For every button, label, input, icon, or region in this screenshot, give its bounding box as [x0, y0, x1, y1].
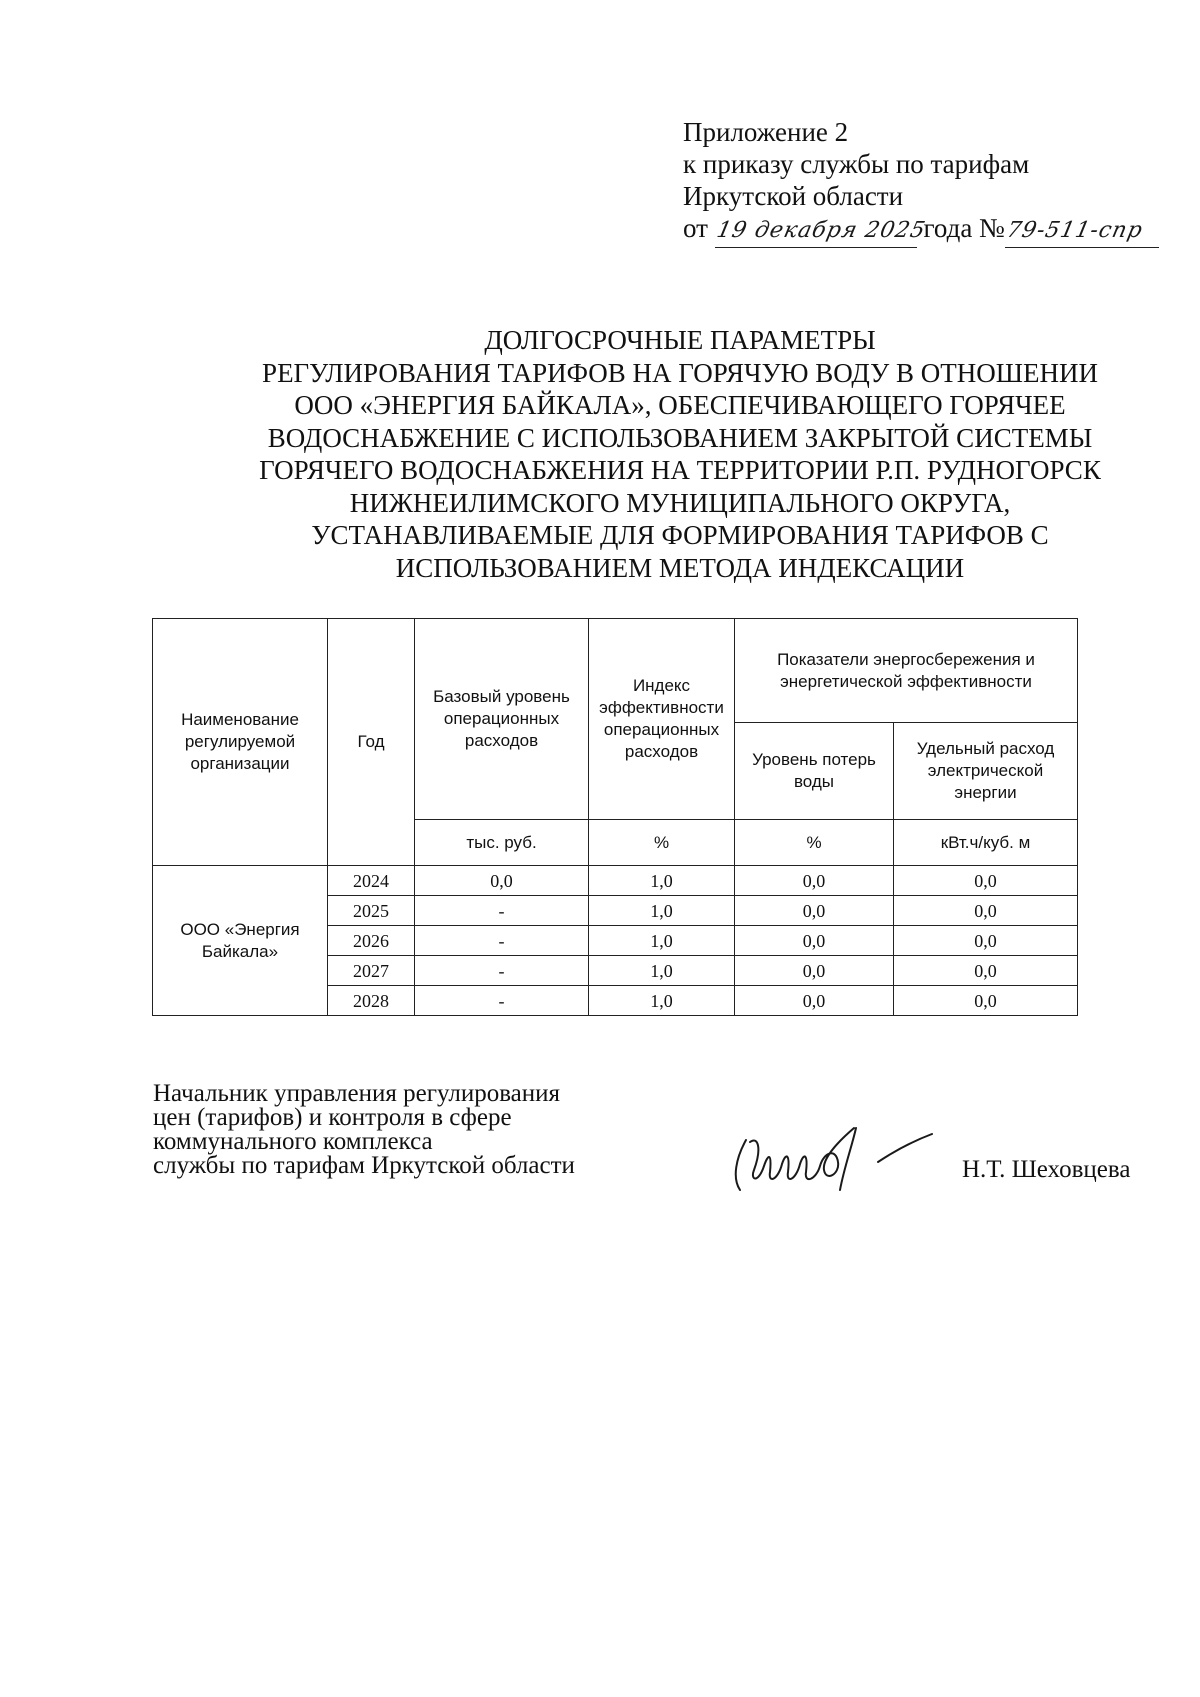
- parameters-table: [152, 618, 1078, 1016]
- title-line: ООО «ЭНЕРГИЯ БАЙКАЛА», ОБЕСПЕЧИВАЮЩЕГО ГОРЯЧЕЕ: [294, 390, 1066, 420]
- signer-position-line: коммунального комплекса: [153, 1128, 433, 1155]
- cell-index: 1,0: [589, 926, 735, 956]
- cell-year: 2024: [328, 866, 415, 896]
- cell-losses: 0,0: [735, 986, 894, 1016]
- handwritten-signature: [728, 1118, 938, 1198]
- appendix-block: [683, 116, 1183, 248]
- header-water-losses: Уровень потерь воды: [735, 723, 894, 820]
- title-line: УСТАНАВЛИВАЕМЫЕ ДЛЯ ФОРМИРОВАНИЯ ТАРИФОВ С: [311, 520, 1049, 550]
- header-organization: Наименование регулируемой организации: [153, 619, 328, 866]
- cell-base: -: [415, 926, 589, 956]
- appendix-order-ref: к приказу службы по тарифам: [683, 149, 1030, 179]
- cell-electricity: 0,0: [894, 896, 1078, 926]
- cell-year: 2028: [328, 986, 415, 1016]
- signer-position: [153, 1082, 673, 1178]
- appendix-number-field: [1005, 212, 1159, 248]
- cell-index: 1,0: [589, 896, 735, 926]
- cell-year: 2027: [328, 956, 415, 986]
- cell-year: 2026: [328, 926, 415, 956]
- cell-base: -: [415, 956, 589, 986]
- cell-losses: 0,0: [735, 926, 894, 956]
- header-efficiency-index: Индекс эффективности операционных расходов: [589, 619, 735, 820]
- appendix-date-line: [683, 212, 1183, 248]
- header-electricity-consumption: Удельный расход электрической энергии: [894, 723, 1078, 820]
- title-line: РЕГУЛИРОВАНИЯ ТАРИФОВ НА ГОРЯЧУЮ ВОДУ В ОТНОШЕНИИ: [262, 357, 1098, 388]
- cell-index: 1,0: [589, 986, 735, 1016]
- appendix-year-label: года №: [923, 213, 1005, 243]
- signer-position-line: службы по тарифам Иркутской области: [153, 1152, 575, 1179]
- cell-electricity: 0,0: [894, 986, 1078, 1016]
- unit-losses: %: [735, 820, 894, 866]
- header-base-level: Базовый уровень операционных расходов: [415, 619, 589, 820]
- table-row: [153, 866, 1078, 896]
- cell-index: 1,0: [589, 866, 735, 896]
- appendix-region: Иркутской области: [683, 181, 904, 211]
- title-line: ГОРЯЧЕГО ВОДОСНАБЖЕНИЯ НА ТЕРРИТОРИИ Р.П. РУДНОГОРСК: [259, 455, 1101, 485]
- unit-electricity: кВт.ч/куб. м: [894, 820, 1078, 866]
- cell-electricity: 0,0: [894, 866, 1078, 896]
- appendix-title: Приложение 2: [683, 117, 849, 147]
- cell-losses: 0,0: [735, 866, 894, 896]
- cell-base: 0,0: [415, 866, 589, 896]
- cell-losses: 0,0: [735, 896, 894, 926]
- cell-base: -: [415, 896, 589, 926]
- title-line: ДОЛГОСРОЧНЫЕ ПАРАМЕТРЫ: [484, 325, 876, 355]
- appendix-date-handwritten: 19 декабря 2025: [714, 218, 928, 243]
- unit-base: тыс. руб.: [415, 820, 589, 866]
- title-line: ИСПОЛЬЗОВАНИЕМ МЕТОДА ИНДЕКСАЦИИ: [395, 552, 965, 583]
- signer-position-line: Начальник управления регулирования: [153, 1080, 561, 1107]
- appendix-number-handwritten: 79-511-спр: [1004, 218, 1146, 243]
- signer-name: Н.Т. Шеховцева: [962, 1156, 1131, 1183]
- header-year: Год: [328, 619, 415, 866]
- title-line: НИЖНЕИЛИМСКОГО МУНИЦИПАЛЬНОГО ОКРУГА,: [349, 487, 1011, 518]
- document-title: [150, 324, 1200, 584]
- header-energy-group: Показатели энергосбережения и энергетической эффективности: [735, 619, 1078, 723]
- table-header-row: [153, 619, 1078, 723]
- cell-electricity: 0,0: [894, 926, 1078, 956]
- cell-electricity: 0,0: [894, 956, 1078, 986]
- appendix-from-label: от: [683, 213, 708, 243]
- unit-index: %: [589, 820, 735, 866]
- cell-index: 1,0: [589, 956, 735, 986]
- title-line: ВОДОСНАБЖЕНИЕ С ИСПОЛЬЗОВАНИЕМ ЗАКРЫТОЙ СИСТЕМЫ: [267, 422, 1093, 453]
- cell-losses: 0,0: [735, 956, 894, 986]
- organization-name: ООО «Энергия Байкала»: [153, 866, 328, 1016]
- signer-position-line: цен (тарифов) и контроля в сфере: [153, 1104, 512, 1131]
- cell-base: -: [415, 986, 589, 1016]
- appendix-date-field: [714, 212, 928, 248]
- cell-year: 2025: [328, 896, 415, 926]
